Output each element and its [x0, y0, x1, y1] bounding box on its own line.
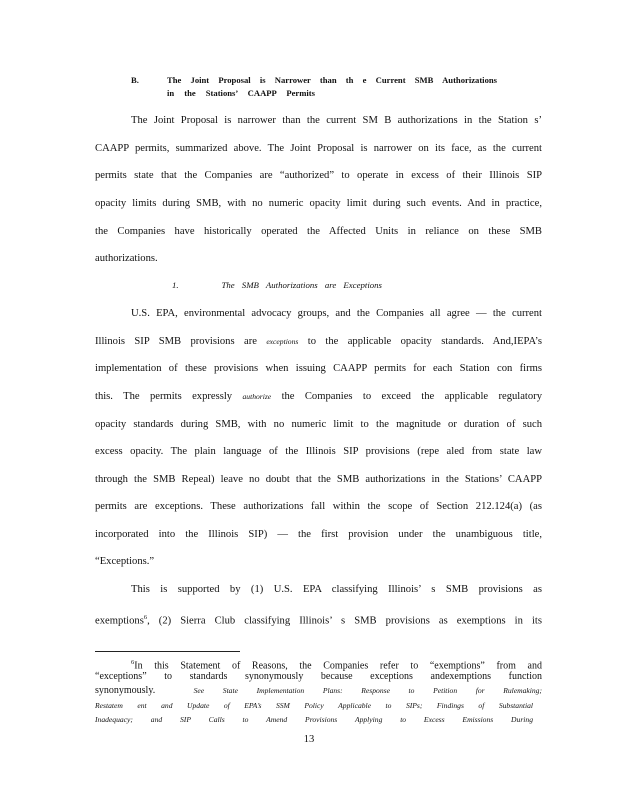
- text-run: to the applicable opacity standards. And,IEPA’s: [307, 336, 542, 347]
- subsection-heading: [172, 280, 382, 291]
- text-run: synonymously.: [95, 685, 156, 696]
- text-run: the Companies to exceed the applicable regulatory: [281, 391, 542, 402]
- text-run: exemptions: [95, 615, 144, 627]
- footnote-line-4: Restatem ent and Update of EPA’s SSM Policy Applicable to SIPs; Findings of Substantial: [95, 701, 533, 710]
- paragraph-1-line-5: the Companies have historically operated the Affected Units in reliance on these SMB: [95, 226, 542, 237]
- text-run: , (2) Sierra Club classifying Illinois’ s SMB provisions as exemptions in its: [147, 615, 542, 627]
- footnote-line-2: “exceptions” to standards synonymously because exceptions andexemptions function: [95, 671, 542, 682]
- footnote-marker: 6: [131, 659, 135, 666]
- paragraph-2-line-1: U.S. EPA, environmental advocacy groups, and the Companies all agree — the current: [131, 308, 542, 319]
- paragraph-2-line-10: “Exceptions.”: [95, 556, 155, 567]
- paragraph-1-line-1: The Joint Proposal is narrower than the current SM B authorizations in the Station s’: [131, 115, 542, 126]
- emphasis-authorize: authorize: [242, 392, 272, 401]
- paragraph-2-line-9: incorporated into the Illinois SIP) — the first provision under the unambiguous title,: [95, 529, 542, 540]
- page-number: 13: [303, 734, 315, 745]
- paragraph-2-line-5: opacity standards during SMB, with no numeric limit to the magnitude or duration of such: [95, 419, 542, 430]
- paragraph-3-line-1: This is supported by (1) U.S. EPA classifying Illinois’ s SMB provisions as: [131, 584, 542, 595]
- section-heading-line-1: The Joint Proposal is Narrower than th e Current SMB Authorizations: [167, 75, 497, 85]
- subsection-number: 1.: [172, 280, 179, 290]
- paragraph-2-line-7: through the SMB Repeal) leave no doubt that the SMB authorizations in the Stations’ CAAPP: [95, 474, 542, 485]
- section-heading-line-2: in the Stations’ CAAPP Permits: [167, 88, 315, 98]
- section-letter: B.: [131, 75, 139, 85]
- paragraph-1-line-2: CAAPP permits, summarized above. The Joint Proposal is narrower on its face, as the current: [95, 143, 542, 154]
- footnote-reference[interactable]: 6: [143, 614, 148, 621]
- text-run: Illinois SIP SMB provisions are: [95, 336, 257, 347]
- paragraph-2-line-2: [95, 335, 542, 348]
- paragraph-2-line-3: implementation of these provisions when issuing CAAPP permits for each Station con firms: [95, 363, 542, 374]
- footnote-line-3: [95, 685, 542, 697]
- footnote-line-5: Inadequacy; and SIP Calls to Amend Provisions Applying to Excess Emissions During: [95, 715, 533, 724]
- paragraph-1-line-4: opacity limits during SMB, with no numeric opacity limit during such events. And in practice,: [95, 198, 542, 209]
- paragraph-1-line-6: authorizations.: [95, 253, 158, 264]
- footnote-separator: [95, 651, 240, 652]
- paragraph-3-line-2: [95, 611, 542, 628]
- emphasis-exceptions: exceptions: [266, 337, 299, 346]
- subsection-title: The SMB Authorizations are Exceptions: [221, 280, 382, 290]
- text-run: In this Statement of Reasons, the Companies refer to “exemptions” from and: [134, 660, 542, 672]
- paragraph-2-line-4: [95, 390, 542, 403]
- paragraph-2-line-6: excess opacity. The plain language of the Illinois SIP provisions (repe aled from state law: [95, 446, 542, 457]
- citation: See State Implementation Plans: Response to Petition for Rulemaking;: [193, 686, 542, 695]
- text-run: this. The permits expressly: [95, 391, 233, 402]
- paragraph-1-line-3: permits state that the Companies are “authorized” to operate in excess of their Illinois SIP: [95, 170, 542, 181]
- paragraph-2-line-8: permits are exceptions. These authorizations fall within the scope of Section 212.124(a) (as: [95, 501, 542, 512]
